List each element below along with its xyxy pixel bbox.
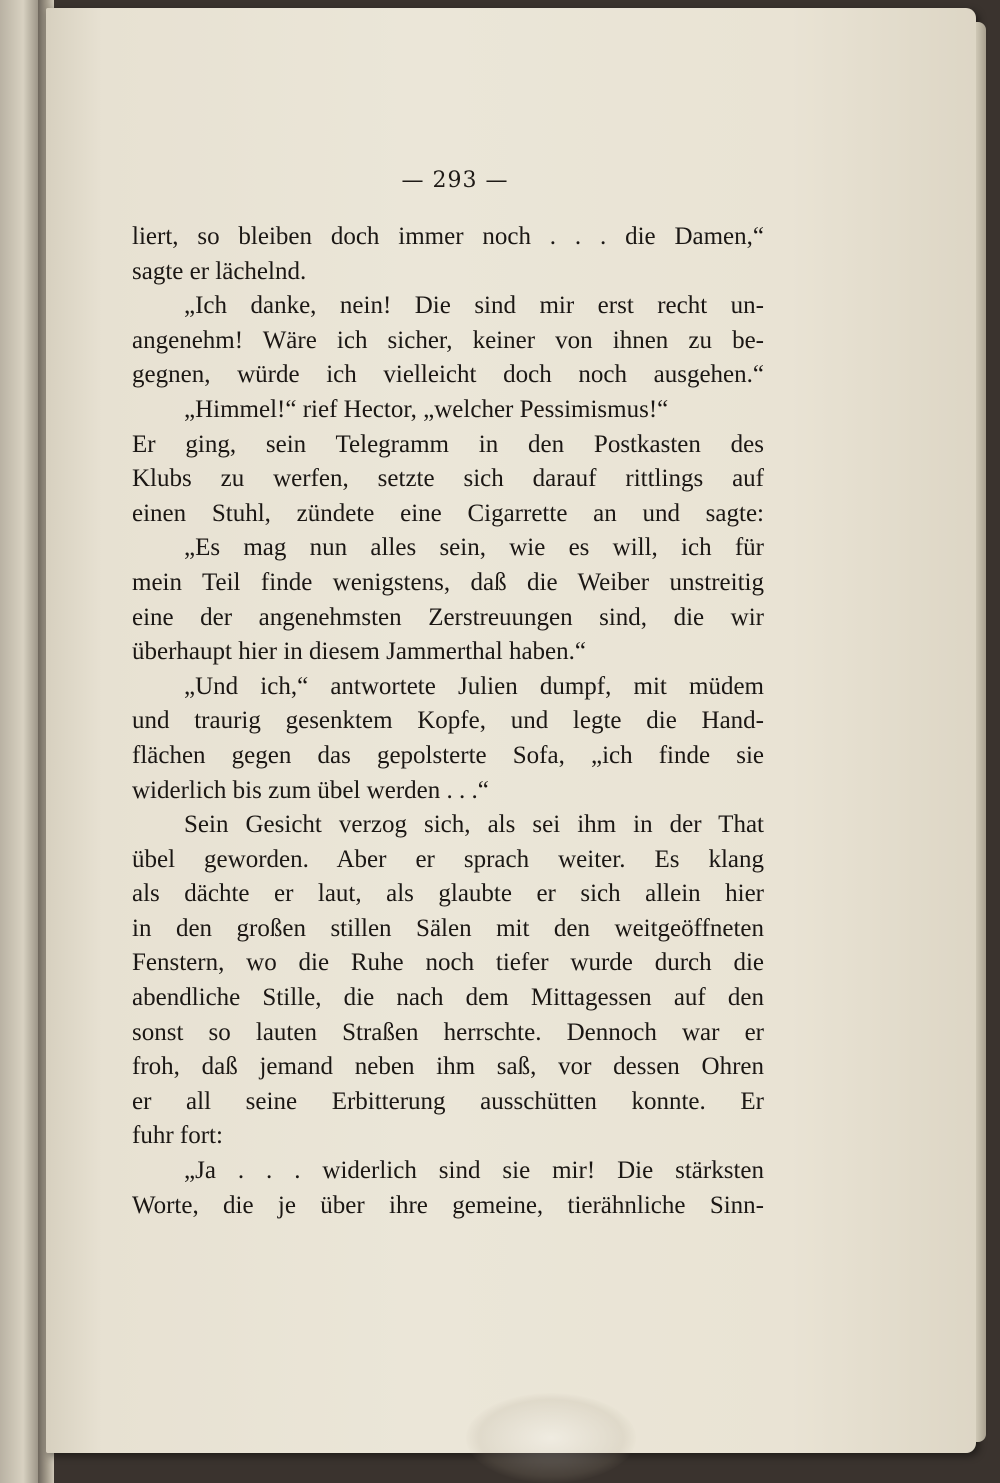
text-line: einen Stuhl, zündete eine Cigarrette an und sagte: <box>132 499 764 527</box>
text-line: er all seine Erbitterung ausschütten konnte. Er <box>132 1087 764 1115</box>
body-text <box>132 220 764 1223</box>
text-line: Klubs zu werfen, setzte sich darauf rittlings auf <box>132 465 764 493</box>
text-line: sonst so lauten Straßen herrschte. Dennoch war er <box>132 1018 764 1046</box>
text-line: gegnen, würde ich vielleicht doch noch ausgehen.“ <box>132 361 764 389</box>
page-number: — 293 — <box>401 168 509 193</box>
text-line: „Und ich,“ antwortete Julien dumpf, mit müdem <box>184 672 764 700</box>
text-line: Fenstern, wo die Ruhe noch tiefer wurde durch die <box>132 949 764 977</box>
text-line: Er ging, sein Telegramm in den Postkasten des <box>132 430 764 458</box>
text-line: mein Teil finde wenigstens, daß die Weiber unstreitig <box>132 568 764 596</box>
text-line: in den großen stillen Sälen mit den weitgeöffneten <box>132 914 764 942</box>
text-line: übel geworden. Aber er sprach weiter. Es klang <box>132 845 764 873</box>
text-line: Worte, die je über ihre gemeine, tierähnliche Sinn- <box>132 1191 764 1219</box>
text-line: froh, daß jemand neben ihm saß, vor dessen Ohren <box>132 1053 764 1081</box>
facing-page-edge <box>0 0 42 1483</box>
text-line: sagte er lächelnd. <box>132 257 307 285</box>
text-line: flächen gegen das gepolsterte Sofa, „ich finde sie <box>132 741 764 769</box>
clip-reflection <box>466 1393 636 1483</box>
text-line: liert, so bleiben doch immer noch . . . die Damen,“ <box>132 223 764 250</box>
text-line: Sein Gesicht verzog sich, als sei ihm in der That <box>184 811 764 839</box>
text-line: „Ich danke, nein! Die sind mir erst recht un- <box>184 292 764 320</box>
text-line: „Ja . . . widerlich sind sie mir! Die stärksten <box>184 1157 764 1185</box>
text-line: angenehm! Wäre ich sicher, keiner von ihnen zu be- <box>132 326 764 354</box>
text-line: „Es mag nun alles sein, wie es will, ich für <box>184 534 764 562</box>
text-line: fuhr fort: <box>132 1122 223 1150</box>
text-line: „Himmel!“ rief Hector, „welcher Pessimismus!“ <box>184 395 669 423</box>
page-edge <box>976 22 986 1442</box>
text-line: abendliche Stille, die nach dem Mittagessen auf den <box>132 984 764 1012</box>
text-line: überhaupt hier in diesem Jammerthal haben.“ <box>132 638 587 666</box>
text-line: als dächte er laut, als glaubte er sich allein hier <box>132 880 764 908</box>
text-line: eine der angenehmsten Zerstreuungen sind, die wir <box>132 603 764 631</box>
text-line: widerlich bis zum übel werden . . .“ <box>132 776 489 804</box>
text-line: und traurig gesenktem Kopfe, und legte die Hand- <box>132 707 764 735</box>
